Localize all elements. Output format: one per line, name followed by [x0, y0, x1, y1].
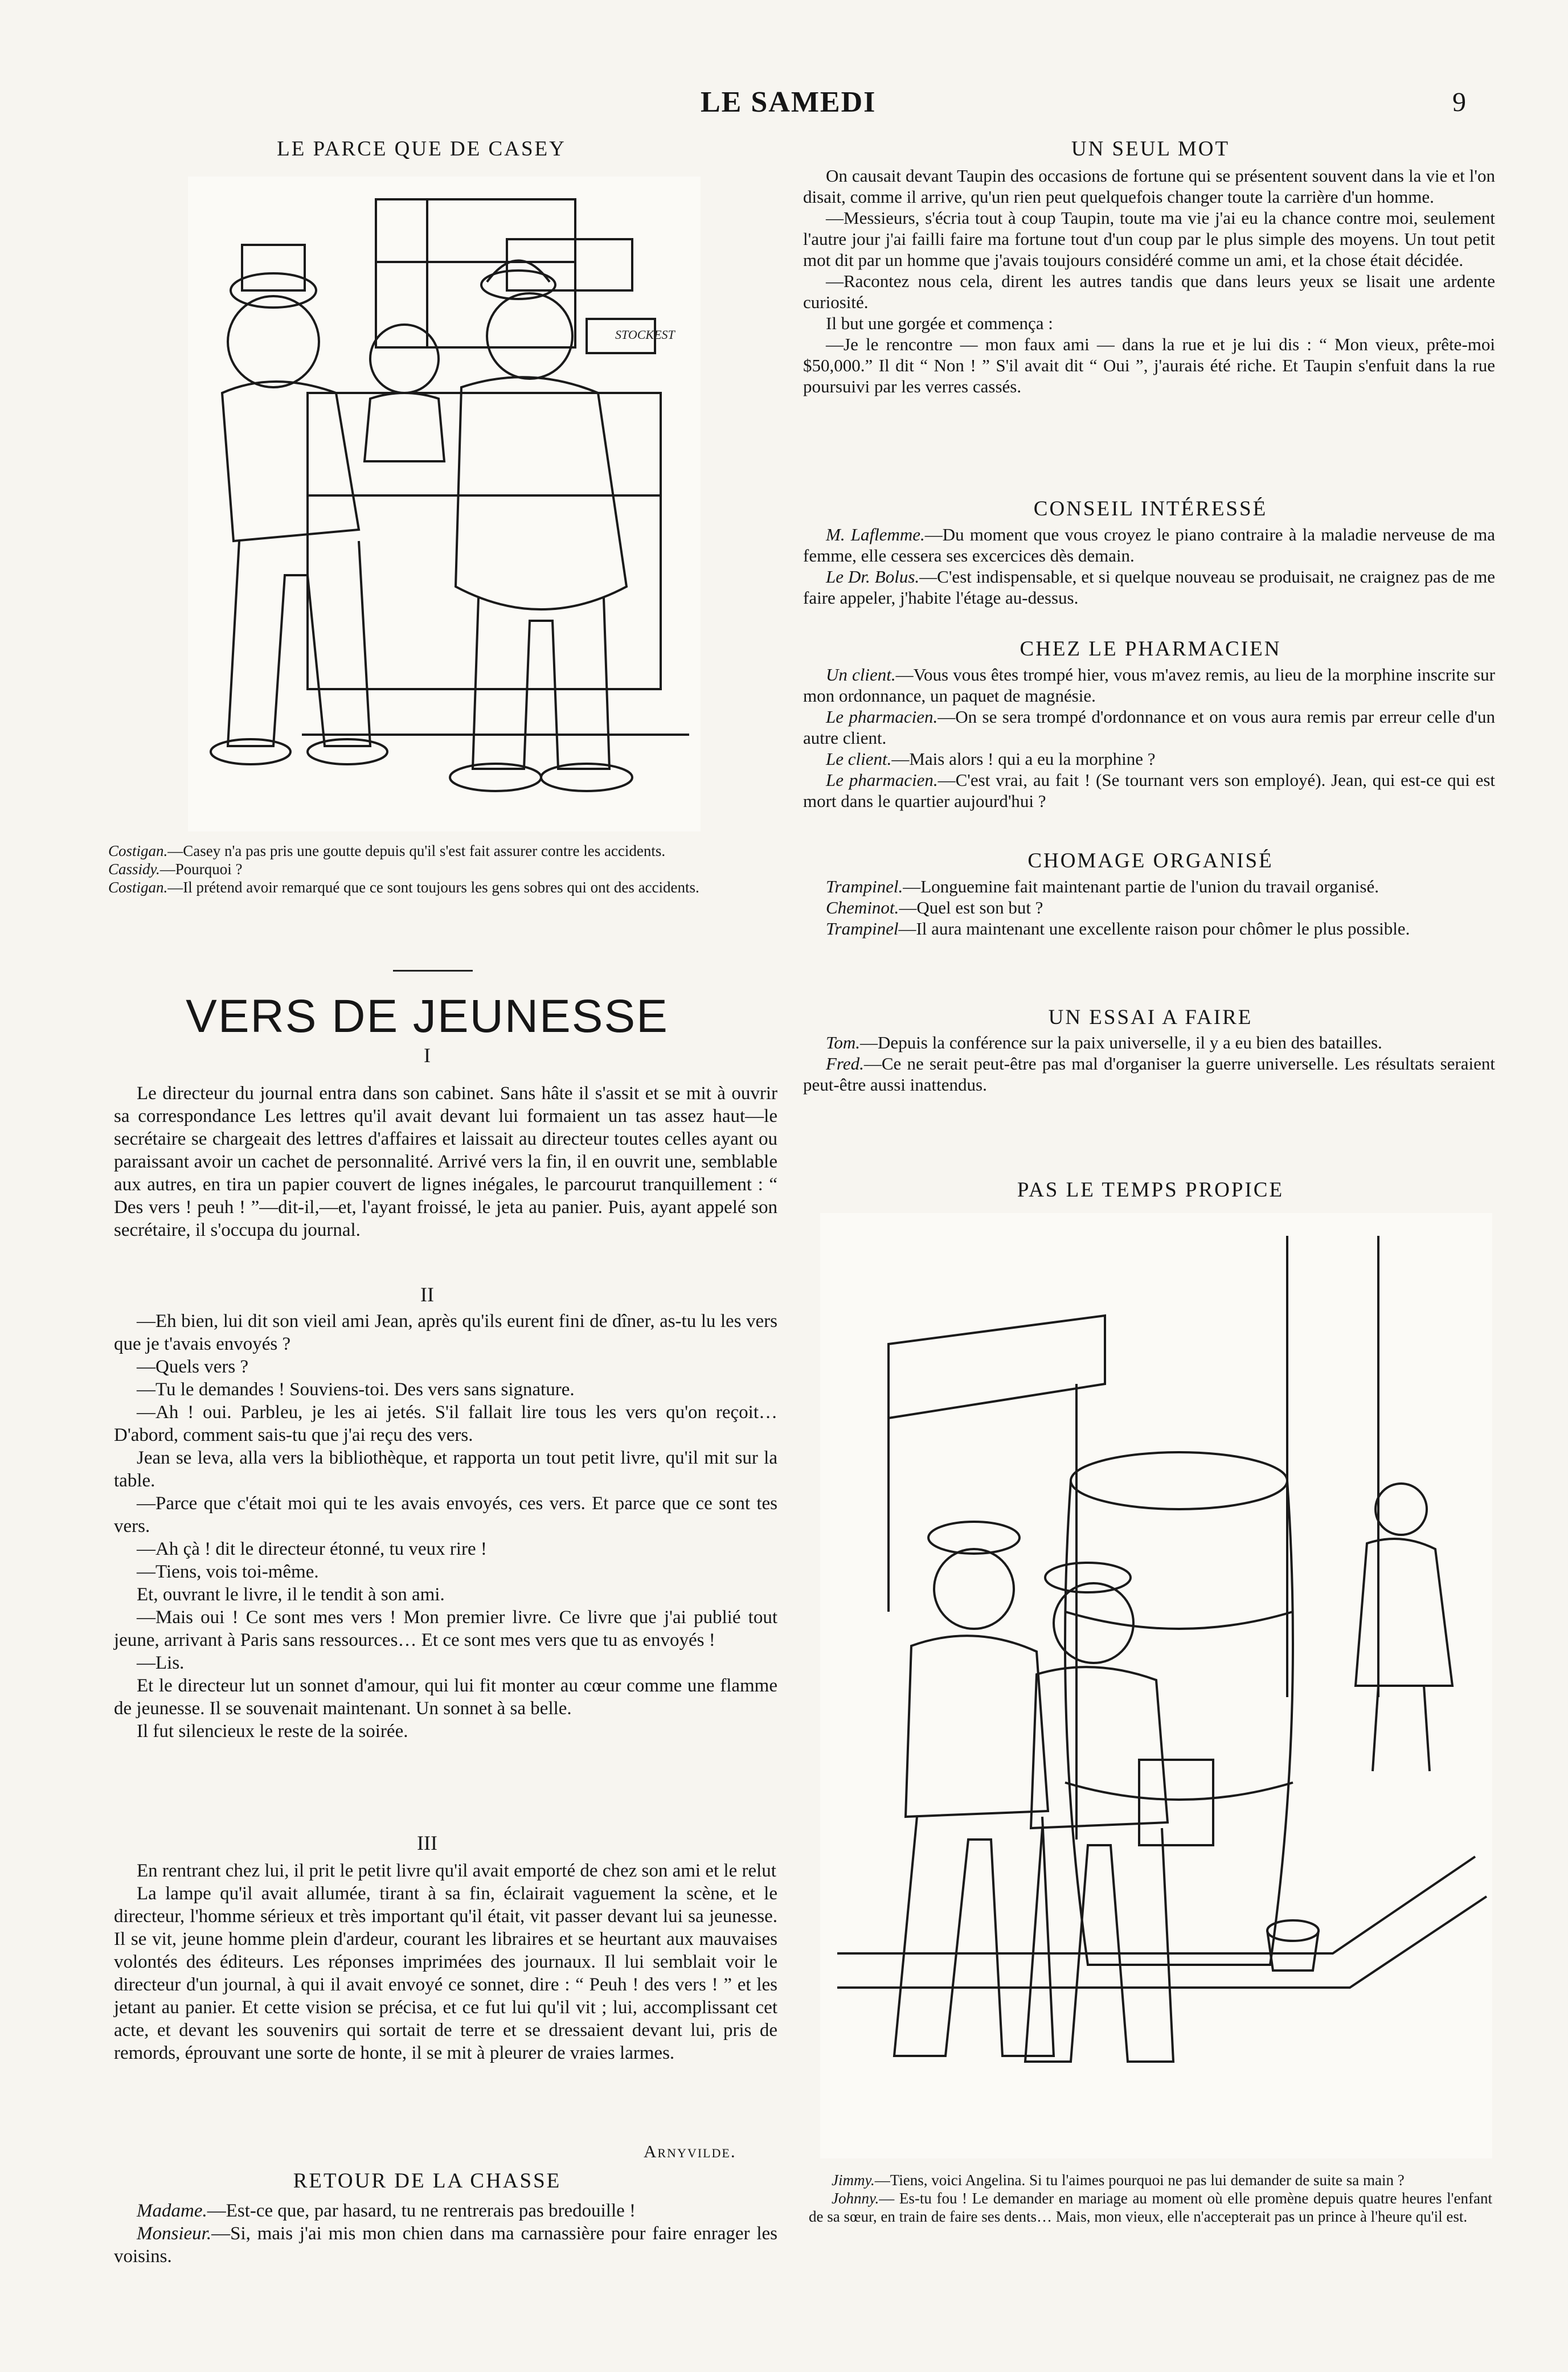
- paragraph: Il fut silencieux le reste de la soirée.: [137, 1721, 408, 1742]
- page-number: 9: [1452, 87, 1466, 117]
- paragraph: —Je le rencontre — mon faux ami — dans la rue et je lui dis : “ Mon vieux, prête-moi $50,000.” Il dit “ Non ! ” S'il avait dit “ Oui ”, j'aurais été riche. Et Taupin s'enfuit dans la rue poursuivi par les verres cassés.: [803, 334, 1495, 396]
- paragraph: —Ah ! oui. Parbleu, je les ai jetés. S'il fallait lire tous les vers qu'on reçoit… D'abord, comment sais-tu que j'ai reçu des vers.: [114, 1402, 777, 1445]
- paragraph: —Parce que c'était moi qui te les avais envoyés, ces vers. Et parce que ce sont tes vers.: [114, 1493, 777, 1537]
- mot-title: UN SEUL MOT: [1071, 137, 1230, 161]
- speaker: Le client.: [826, 749, 892, 769]
- caption-text: —Casey n'a pas pris une goutte depuis qu'il s'est fait assurer contre les accidents.: [167, 842, 666, 859]
- casey-illustration: [188, 177, 701, 831]
- caption-text: — Es-tu fou ! Le demander en mariage au moment où elle promène depuis quatre heures l'enfant de sa sœur, en train de faire ses dents… Mais, mon vieux, elle n'accepterait pas un prince à l'heure qu'il est.: [809, 2190, 1492, 2225]
- dialogue-text: —Est-ce que, par hasard, tu ne rentrerais pas bredouille !: [207, 2201, 636, 2221]
- paragraph: En rentrant chez lui, il prit le petit livre qu'il avait emporté de chez son ami et le relut: [137, 1861, 776, 1881]
- conseil-title: CONSEIL INTÉRESSÉ: [1033, 497, 1268, 521]
- section-numeral: II: [420, 1283, 434, 1306]
- speaker: Le Dr. Bolus.: [826, 567, 920, 587]
- paragraph: —Messieurs, s'écria tout à coup Taupin, toute ma vie j'ai eu la chance contre moi, seulement l'autre jour j'ai failli faire ma fortune tout d'un coup par le plus simple des moyens. Un tout petit mot dit par un homme que j'avais toujours considéré comme un ami, et la chose était décidée.: [803, 208, 1495, 270]
- chasse-dialogue: [114, 2199, 777, 2268]
- stock-label: STOCKEST: [615, 327, 675, 342]
- paragraph: —Ah çà ! dit le directeur étonné, tu veux rire !: [137, 1539, 487, 1559]
- chomage-title: CHOMAGE ORGANISÉ: [1027, 849, 1274, 872]
- paragraph: —Mais oui ! Ce sont mes vers ! Mon premier livre. Ce livre que j'ai publié tout jeune, arrivant à Paris sans ressources… Et ce sont mes vers que tu as envoyés !: [114, 1607, 777, 1650]
- caption-speaker: Johnny.: [832, 2190, 879, 2207]
- dialogue-text: —Quel est son but ?: [899, 898, 1043, 917]
- essai-title: UN ESSAI A FAIRE: [1048, 1006, 1253, 1029]
- paragraph: —Tiens, vois toi-même.: [137, 1562, 319, 1582]
- paragraph: Et, ouvrant le livre, il le tendit à son ami.: [137, 1584, 445, 1605]
- paragraph: Et le directeur lut un sonnet d'amour, qui lui fit monter au cœur comme une flamme de jeunesse. Il se souvenait maintenant. Un sonnet à sa belle.: [114, 1675, 777, 1719]
- masthead-title: LE SAMEDI: [701, 86, 877, 118]
- paragraph: On causait devant Taupin des occasions de fortune qui se présentent souvent dans la vie et l'on disait, comme il arrive, qu'un rien peut quelquefois changer toute la carrière d'un homme.: [803, 166, 1495, 207]
- paragraph: —Quels vers ?: [137, 1357, 249, 1377]
- caption-text: —Il prétend avoir remarqué que ce sont toujours les gens sobres qui ont des accidents.: [167, 879, 699, 896]
- vers-title: VERS DE JEUNESSE: [186, 990, 669, 1042]
- paragraph: Jean se leva, alla vers la bibliothèque, et rapporta un tout petit livre, qu'il mit sur la table.: [114, 1448, 777, 1491]
- dialogue-text: —Ce ne serait peut-être pas mal d'organiser la guerre universelle. Les résultats seraient peut-être aussi inattendus.: [803, 1054, 1495, 1095]
- author-signature: Arnyvilde.: [644, 2141, 736, 2161]
- pharmacien-title: CHEZ LE PHARMACIEN: [1020, 637, 1282, 661]
- dialogue-text: —Depuis la conférence sur la paix universelle, il y a eu bien des batailles.: [860, 1033, 1382, 1052]
- pharmacien-dialogue: [803, 664, 1495, 812]
- casey-caption: [85, 842, 740, 896]
- caption-speaker: Costigan.: [108, 842, 168, 859]
- chasse-title: RETOUR DE LA CHASSE: [293, 2169, 562, 2193]
- conseil-dialogue: [803, 524, 1495, 608]
- speaker: M. Laflemme.: [826, 525, 925, 544]
- speaker: Le pharmacien.: [826, 707, 938, 727]
- caption-speaker: Costigan.: [108, 879, 168, 896]
- temps-caption: [809, 2171, 1492, 2226]
- speaker: Un client.: [826, 665, 896, 685]
- caption-speaker: Jimmy.: [832, 2172, 875, 2189]
- speaker: Trampinel.: [826, 876, 903, 896]
- speaker: Fred.: [826, 1054, 864, 1074]
- dialogue-text: —Vous vous êtes trompé hier, vous m'avez remis, au lieu de la morphine inscrite sur mon ordonnance, un paquet de magnésie.: [803, 665, 1495, 706]
- caption-text: —Pourquoi ?: [159, 861, 243, 878]
- dialogue-text: —C'est vrai, au fait ! (Se tournant vers son employé). Jean, qui est-ce qui est mort dans le quartier aujourd'hui ?: [803, 770, 1495, 811]
- temps-illustration: [820, 1213, 1492, 2158]
- dialogue-text: —C'est indispensable, et si quelque nouveau se produisait, ne craignez pas de me faire appeler, j'habite l'étage au-dessus.: [803, 567, 1495, 608]
- paragraph: —Tu le demandes ! Souviens-toi. Des vers sans signature.: [137, 1379, 575, 1400]
- speaker: Cheminot.: [826, 898, 899, 917]
- speaker: Monsieur.: [137, 2223, 212, 2244]
- vers-part-1: [114, 1082, 777, 1242]
- caption-speaker: Cassidy.: [108, 861, 160, 878]
- vers-part-3: [114, 1859, 777, 2064]
- paragraph: La lampe qu'il avait allumée, tirant à sa fin, éclairait vaguement la scène, et le directeur, l'homme sérieux et très important qu'il était, vit passer devant lui sa jeunesse. Il se vit, jeune homme plein d'ardeur, courant les libraires et se heurtant aux mauvaises volontés des éditeurs. Les réponses imprimées des journaux. Il lui semblait voir le directeur d'un journal, à qui il avait envoyé ce sonnet, dire : “ Peuh ! des vers ! ” et les jetant au panier. Et cette vision se précisa, et ce fut lui qu'il vit ; lui, accomplissant cet acte, et devant les souvenirs qui sortait de terre et se dressaient devant lui, pris de remords, éprouvant une sorte de honte, il se mit à pleurer de vraies larmes.: [114, 1883, 777, 2063]
- dialogue-text: —Du moment que vous croyez le piano contraire à la maladie nerveuse de ma femme, elle cessera ses excercices dès demain.: [803, 525, 1495, 566]
- speaker: Madame.: [137, 2201, 207, 2221]
- bar-scene-drawing: [188, 177, 701, 831]
- caption-text: —Tiens, voici Angelina. Si tu l'aimes pourquoi ne pas lui demander de suite sa main ?: [874, 2172, 1405, 2189]
- dialogue-text: —On se sera trompé d'ordonnance et on vous aura remis par erreur celle d'un autre client.: [803, 707, 1495, 748]
- chomage-dialogue: [803, 876, 1495, 939]
- paragraph: —Racontez nous cela, dirent les autres tandis que dans leurs yeux se lisait une ardente curiosité.: [803, 271, 1495, 312]
- paragraph: —Eh bien, lui dit son vieil ami Jean, après qu'ils eurent fini de dîner, as-tu lu les vers que je t'avais envoyés ?: [114, 1311, 777, 1354]
- street-scene-drawing: [820, 1213, 1492, 2158]
- section-numeral: III: [417, 1832, 437, 1854]
- divider: [393, 970, 473, 972]
- paragraph: Il but une gorgée et commença :: [826, 313, 1053, 333]
- dialogue-text: —Longuemine fait maintenant partie de l'union du travail organisé.: [903, 876, 1379, 896]
- speaker: Le pharmacien.: [826, 770, 938, 790]
- speaker: Trampinel: [826, 919, 899, 939]
- speaker: Tom.: [826, 1033, 861, 1052]
- essai-dialogue: [803, 1032, 1495, 1095]
- dialogue-text: —Il aura maintenant une excellente raison pour chômer le plus possible.: [898, 919, 1410, 939]
- vers-part-2: [114, 1310, 777, 1743]
- mot-text: [803, 165, 1495, 397]
- temps-title: PAS LE TEMPS PROPICE: [1017, 1178, 1284, 1202]
- casey-title: LE PARCE QUE DE CASEY: [277, 137, 566, 161]
- section-numeral: I: [424, 1044, 431, 1067]
- dialogue-text: —Si, mais j'ai mis mon chien dans ma carnassière pour faire enrager les voisins.: [114, 2223, 777, 2267]
- dialogue-text: —Mais alors ! qui a eu la morphine ?: [891, 749, 1156, 769]
- paragraph: Le directeur du journal entra dans son cabinet. Sans hâte il s'assit et se mit à ouvrir sa correspondance Les lettres qu'il avait devant lui formaient un tas assez haut—le secrétaire se chargeait des lettres d'affaires et laissait au directeur toutes celles ayant ou paraissant avoir un cachet de personnalité. Arrivé vers la fin, il en ouvrit une, semblable aux autres, en tira un papier couvert de lignes inégales, le parcourut tranquillement : “ Des vers ! peuh ! ”—dit-il,—et, l'ayant froissé, le jeta au panier. Puis, ayant appelé son secrétaire, il s'occupa du journal.: [114, 1083, 777, 1240]
- paragraph: —Lis.: [137, 1653, 185, 1673]
